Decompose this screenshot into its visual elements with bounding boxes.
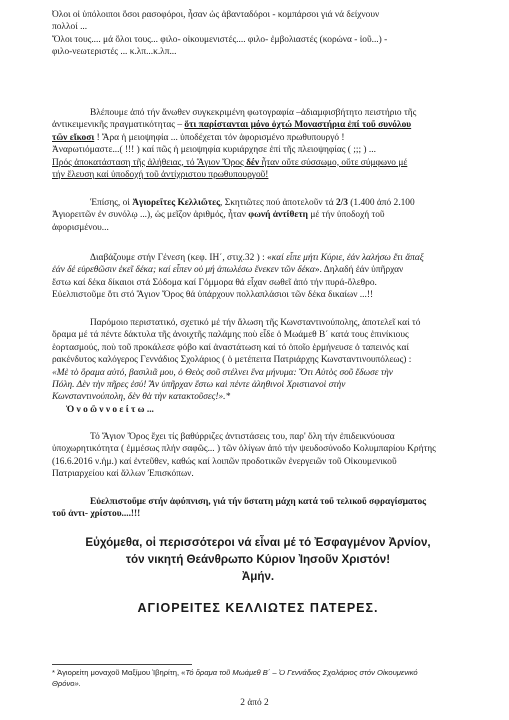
text-line: Βλέπουμε ἀπό τήν ἄνωθεν συγκεκριμένη φωτογραφία –ἀδιαμφισβήτητο πειστήριο τῆς — [90, 108, 417, 118]
text-plain: ! Ἄρα ἡ μειοψηφία ... ὑποδέχεται τόν ἀφορισμένο πρωθυπουργό ! — [94, 132, 345, 143]
text-line: Εὐελπιστοῦμε στήν ἀφύπνιση, γιά τήν ὕστατη μάχη κατά τοῦ τελικοῦ σφραγίσματος — [90, 497, 427, 507]
footnote-divider — [52, 664, 192, 665]
text-line: ἑορτασμούς, ποὺ τοῦ προκάλεσε φόβο καί ἀναστάτωση καί τό ὁποῖο ἑρμήνευσε ὁ ταπεινός καί — [52, 342, 409, 353]
quote-line: Πόλη. Δὲν τὴν πῆρες ἐσύ! Ἂν ὑπῆρχαν ἔστω καὶ πέντε ἀληθινοὶ Χριστιανοὶ στὴν — [52, 380, 346, 391]
text-line: ἀφορισμένου... — [52, 222, 109, 233]
closing-prayer — [52, 534, 464, 585]
paragraph-fall-of-constantinople — [52, 317, 464, 416]
signature: ΑΓΙΟΡΕΙΤΕΣ ΚΕΛΛΙΩΤΕΣ ΠΑΤΕΡΕΣ. — [137, 601, 379, 615]
text-line — [52, 119, 464, 131]
text-line: Εὐελπιστοῦμε ὅτι στό Ἅγιον Ὄρος θά ὑπάρχουν πολλαπλάσιοι τῶν δέκα δικαίων ...!! — [52, 290, 374, 301]
text-line: (16.6.2016 ν.ἡμ.) καί ἐντεῦθεν, καθώς καί λοιπῶν προδοτικῶν ἐνεργειῶν τοῦ Οἰκουμενικοῦ — [52, 456, 397, 467]
text-line: πολλοί ... — [52, 22, 88, 33]
text-line — [52, 197, 464, 209]
text-line: Ὁ ν ο ῶ ν ν ο ε ί τ ω ... — [66, 404, 154, 415]
text-plain: μέ τήν ὑποδοχή τοῦ — [308, 210, 385, 221]
footnote-text: * Ἁγιορείτη μοναχοῦ Μαξίμου Ἰβηρίτη, « — [52, 668, 186, 677]
closing-line: Ἀμήν. — [241, 570, 275, 583]
quote-line: Κωνσταντινούπολη, δὲν θὰ τὴν κατακτοῦσες!».* — [52, 392, 231, 403]
paragraph-kelliotes — [52, 197, 464, 234]
text-line — [52, 264, 464, 276]
text-plain: ἀντικειμενικῆς πραγματικότητας – — [52, 120, 185, 131]
paragraph-awakening — [52, 496, 464, 521]
text-plain: (1.400 ἀπό 2.100 — [347, 198, 415, 208]
text-line — [52, 252, 464, 264]
text-line: Παρόμοιο περιστατικό, σχετικό μέ τήν ἅλωση τῆς Κωνσταντινούπολης, ἀποτελεῖ καί τό — [90, 318, 421, 328]
text-line: Όλοι οἱ ὑπόλοιποι ὅσοι ρασοφόροι, ἦσαν ὡς ἀβανταδόροι - κομπάρσοι γιά νά δείχνουν — [52, 10, 380, 20]
text-line: ὅραμα μέ τά πέντε δάκτυλα τῆς ἀνοιχτῆς παλάμης ποὺ εἶδε ὁ Μωάμεθ Β΄ κατά τους ἐπινίκιους — [52, 330, 409, 341]
text-plain: , Σκητιῶτες πού ἀποτελοῦν τά — [220, 198, 336, 208]
text-plain: Διαβάζουμε στήν Γένεση (κεφ. ΙΗ΄, στιχ.32 ) : « — [90, 253, 272, 263]
page-number: 2 ἀπό 2 — [240, 698, 269, 708]
footnote — [52, 668, 472, 689]
text-line: ἔστω καί δέκα δίκαιοι στά Σόδομα καί Γόμμορα θά εἶχαν σωθεῖ ἀπό τήν πυρά-ὄλεθρο. — [52, 277, 377, 288]
footnote-line — [52, 668, 472, 679]
paragraph-photo-evidence — [52, 107, 464, 181]
paragraph-resistance — [52, 431, 464, 481]
text-line — [52, 132, 464, 144]
highlight-of-twenty: τῶν εἴκοσι — [52, 132, 95, 143]
quote-text: καί εἶπε μήτι Κύριε, ἐάν λαλήσω ἔτι ἅπαξ — [271, 253, 424, 263]
text-line: τήν ἔλευση καί ὑποδοχή τοῦ ἀντίχριστου πρωθυπουργοῦ! — [52, 170, 269, 181]
text-plain: Πρός ἀποκατάσταση τῆς ἀλήθειας, τό Ἅγιον Ὄρος — [52, 157, 247, 168]
closing-line: τόν νικητή Θεάνθρωπο Κύριον Ἰησοῦν Χριστόν! — [125, 553, 391, 566]
text-plain: Ἁγιορειτῶν ἐν συνόλῳ ...), ὡς μεῖζον ἀριθμός, ἦταν — [52, 210, 249, 221]
text-emphasis: δέν — [246, 157, 260, 168]
text-line: Πατριαρχείου καί ἄλλων Ἐπισκόπων. — [52, 469, 194, 480]
quote-text: ἐάν δέ εὑρεθῶσιν ἐκεῖ δέκα; καί εἶπεν οὐ μή ἀπωλέσω ἕνεκεν τῶν δέκα — [52, 265, 315, 276]
text-plain: ἦταν οὔτε σύσσωμο, οὔτε σύμφωνο μέ — [259, 157, 408, 168]
footnote-title: Τό ὅραμα τοῦ Μωάμεθ Β΄ – Ὁ Γεννάδιος Σχολάριος στόν Οἰκουμενικό — [185, 668, 418, 677]
text-line: Τό Ἅγιον Ὄρος ἔχει τίς βαθύρριζες ἀντιστάσεις του, παρ' ὅλη τήν ἐπιδεικνύουσα — [90, 432, 395, 442]
text-line — [52, 209, 464, 221]
text-line — [52, 157, 464, 169]
text-line: φιλο-νεωτεριστές ... κ.λπ...κ.λπ... — [52, 47, 177, 58]
text-plain: Ἐπίσης, οἱ — [90, 198, 133, 208]
text-line: τοῦ ἀντι- χρίστου....!!! — [52, 509, 141, 520]
text-plain: ». Δηλαδή ἐάν ὑπῆρχαν — [314, 265, 404, 276]
text-emphasis: Ἁγιορεῖτες Κελλιῶτες — [132, 198, 221, 208]
closing-line: Εὐχόμεθα, οἱ περισσότεροι νά εἶναι μέ τό Ἐσφαγμένον Ἀρνίον, — [85, 536, 431, 549]
quote-line: «Μὲ τὸ ὅραμα αὐτό, βασιλιᾶ μου, ὁ Θεὸς σοῦ στέλνει ἕνα μήνυμα: Ὅτι Αὐτὸς σοῦ ἔδωσε τὴν — [52, 367, 393, 378]
text-line: ὑποχωρητικότητα ( ἐμμέσως πλήν σαφῶς... ) τῶν ὀλίγων ἀπό τήν ψευδοσύνοδο Κολυμπαρίου Κρήτης — [52, 444, 436, 455]
text-line: ρακένδυτος καλόγερος Γεννάδιος Σχολάριος ( ὁ μετέπειτα Πατριάρχης Κωνσταντινουπόλεως) : — [52, 355, 412, 366]
text-emphasis: 2/3 — [335, 198, 348, 208]
paragraph-genesis — [52, 252, 464, 302]
text-line: Ἀναρωτιόμαστε...( !!! ) καί πῶς ἡ μειοψηφία κυριάρχησε ἐπί τῆς πλειοψηφίας ( ;;; ) ... — [52, 145, 376, 156]
text-line: Ὅλοι τους.... μά ὅλοι τους... φιλο- οἰκουμενιστές.... φιλο- ἐμβολιαστές (κορώνα - ἰοῦ...) - — [52, 34, 388, 45]
text-emphasis: φωνή ἀντίθετη — [248, 210, 308, 221]
highlight-eight-monasteries: ὅτι παρίστανται μόνο ὀχτώ Μοναστήρια ἐπί τοῦ συνόλου — [184, 120, 412, 131]
footnote-line: Θρόνο». — [52, 678, 81, 688]
paragraph-others — [52, 9, 464, 59]
